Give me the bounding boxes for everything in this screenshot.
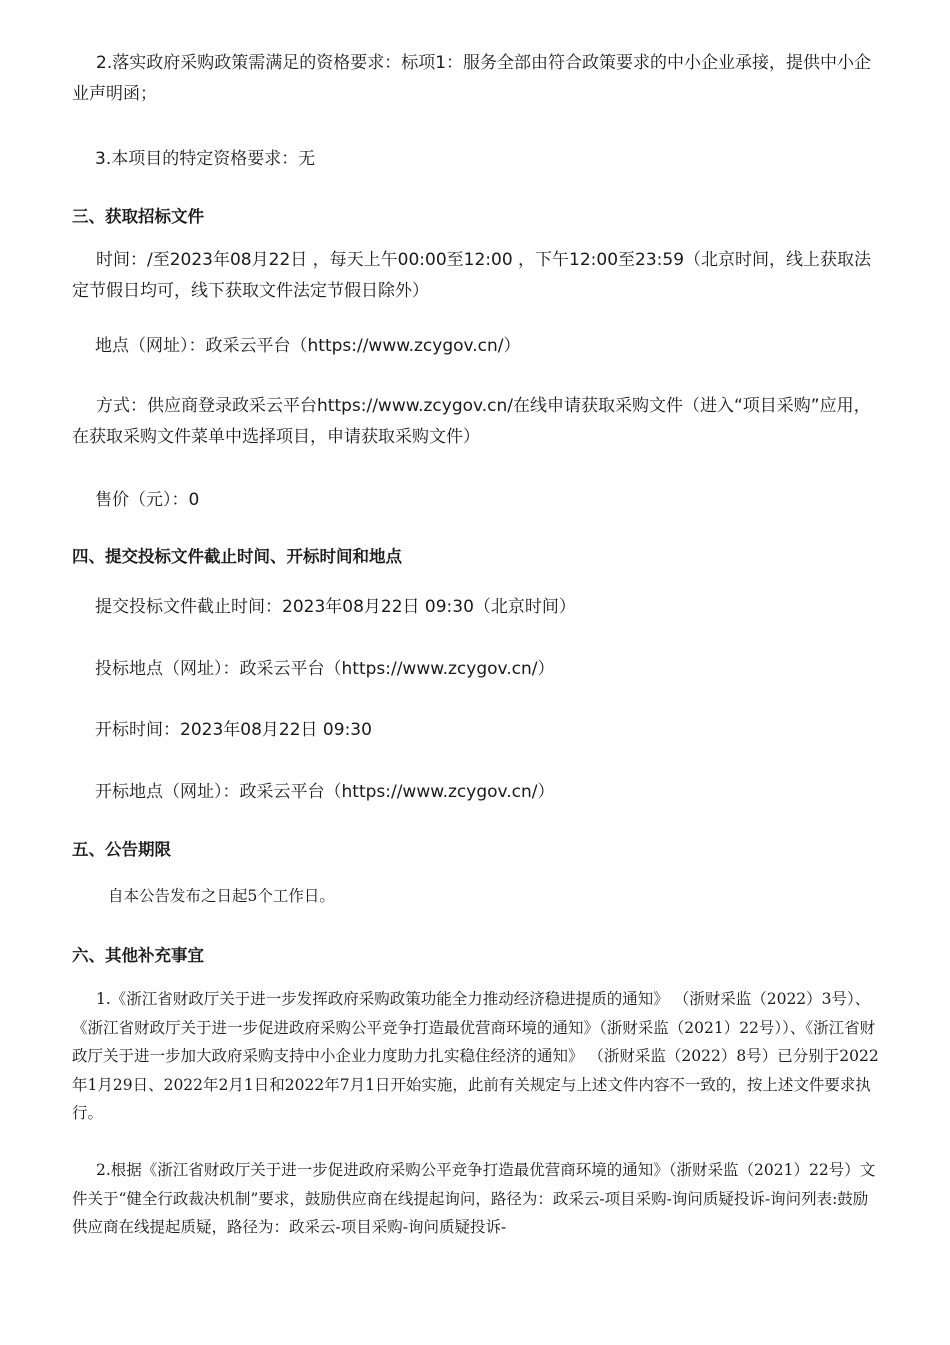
get-documents-location: 地点（网址）：政采云平台（https://www.zcygov.cn/） [95, 336, 521, 356]
submission-deadline: 提交投标文件截止时间：2023年08月22日 09:30（北京时间） [95, 597, 576, 617]
get-documents-price: 售价（元）：0 [95, 490, 200, 510]
qualification-item-3: 3.本项目的特定资格要求：无 [95, 149, 316, 169]
section-heading-notice-period: 五、公告期限 [72, 840, 171, 859]
bid-location: 投标地点（网址）：政采云平台（https://www.zcygov.cn/） [95, 659, 555, 679]
section-heading-submission: 四、提交投标文件截止时间、开标时间和地点 [72, 547, 402, 566]
qualification-item-2: 2.落实政府采购政策需满足的资格要求：标项1：服务全部由符合政策要求的中小企业承接，提供中小企业声明函； [72, 53, 872, 104]
notice-period-text: 自本公告发布之日起5个工作日。 [108, 887, 335, 905]
section-heading-other-matters: 六、其他补充事宜 [72, 946, 204, 965]
bid-open-time: 开标时间：2023年08月22日 09:30 [95, 720, 372, 740]
bid-open-location: 开标地点（网址）：政采云平台（https://www.zcygov.cn/） [95, 782, 555, 802]
section-heading-get-documents: 三、获取招标文件 [72, 207, 204, 226]
get-documents-method: 方式：供应商登录政采云平台https://www.zcygov.cn/在线申请获取采购文件（进入“项目采购”应用，在获取采购文件菜单中选择项目，申请获取采购文件） [72, 396, 871, 447]
other-matters-item-2: 2.根据《浙江省财政厅关于进一步促进政府采购公平竞争打造最优营商环境的通知》（浙财采监（2021）22号）文件关于“健全行政裁决机制”要求，鼓励供应商在线提起询问，路径为：政采云-项目采购-询问质疑投诉-询问列表:鼓励供应商在线提起质疑，路径为：政采云-项目采购-询问质疑投诉- [72, 1161, 876, 1236]
get-documents-time: 时间：/至2023年08月22日 ，每天上午00:00至12:00 ，下午12:00至23:59（北京时间，线上获取法定节假日均可，线下获取文件法定节假日除外） [72, 250, 872, 301]
other-matters-item-1: 1.《浙江省财政厅关于进一步发挥政府采购政策功能全力推动经济稳进提质的通知》 （浙财采监（2022）3号）、《浙江省财政厅关于进一步促进政府采购公平竞争打造最优营商环境的通知》（浙财采监（2021）22号））、《浙江省财政厅关于进一步加大政府采购支持中小企业力度助力扎实稳住经济的通知》 （浙财采监（2022）8号）已分别于2022年1月29日、2022年2月1日和2022年7月1日开始实施，此前有关规定与上述文件内容不一致的，按上述文件要求执行。 [72, 990, 879, 1122]
